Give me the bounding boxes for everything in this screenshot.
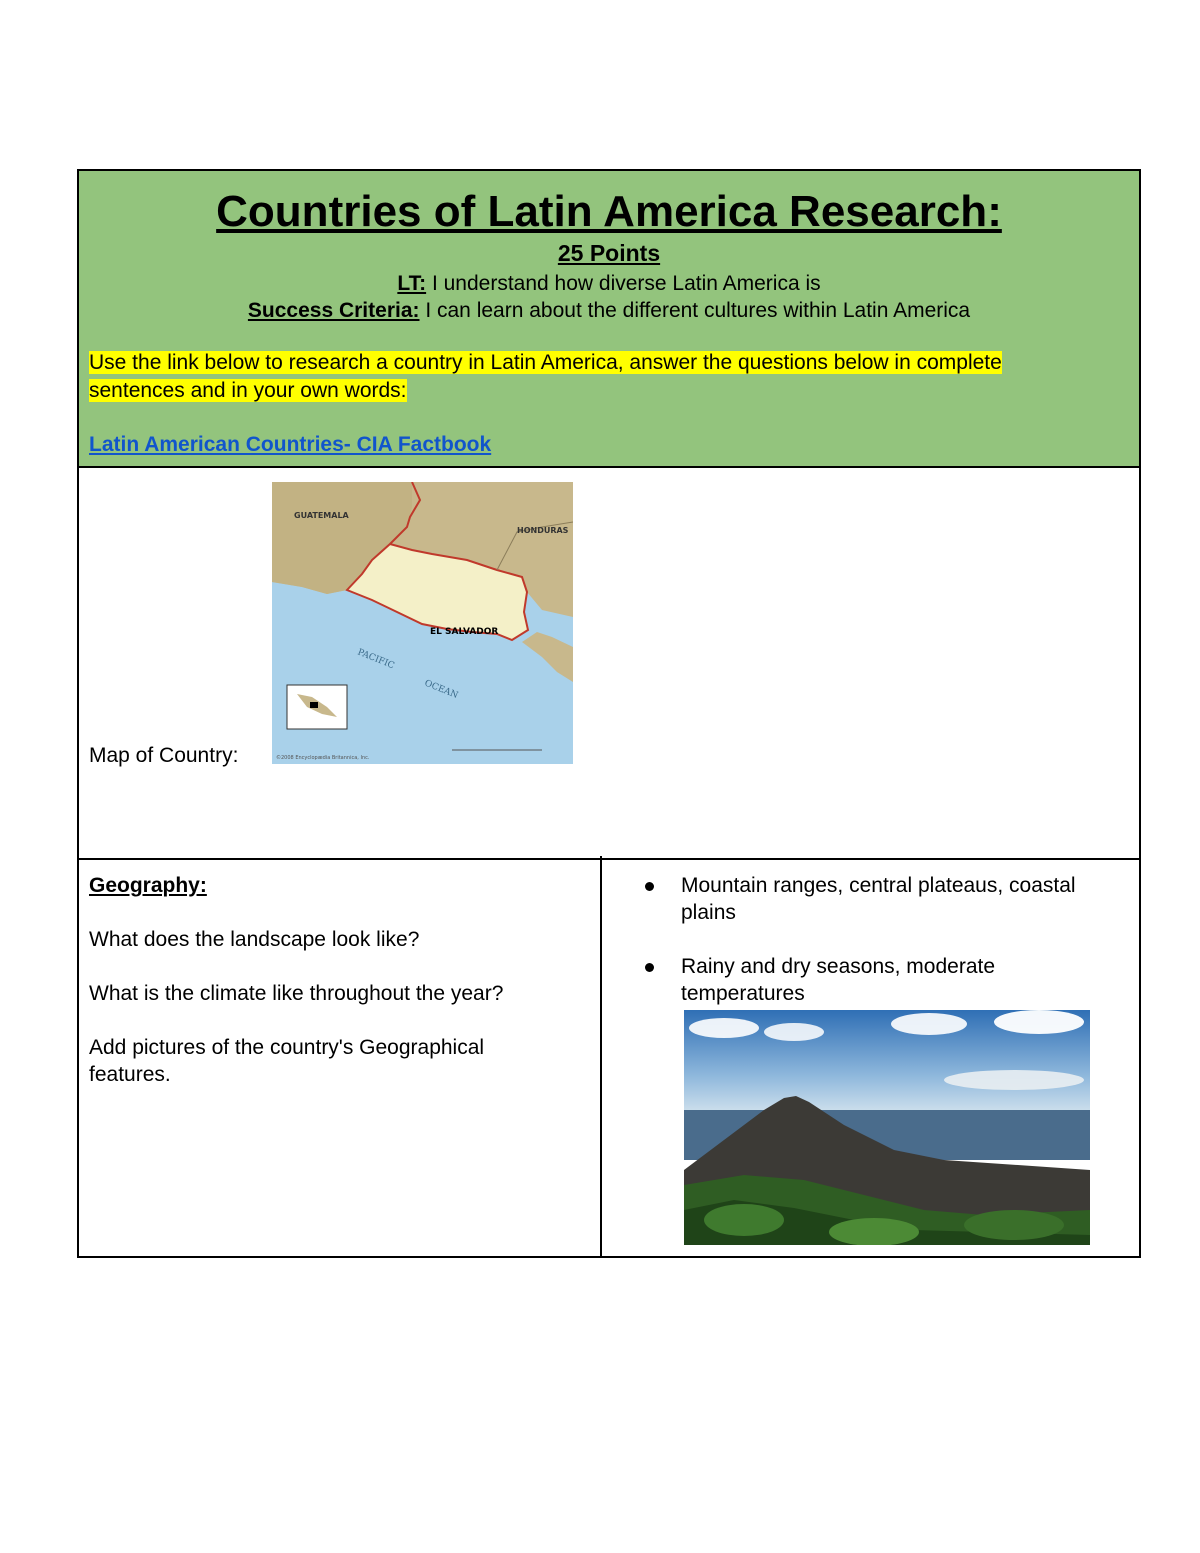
answer-climate (645, 953, 1129, 1007)
map-label-guatemala: GUATEMALA (294, 511, 349, 520)
el-salvador-map-image (272, 482, 573, 764)
sc-text: I can learn about the different cultures within Latin America (419, 299, 971, 322)
cia-factbook-link[interactable]: Latin American Countries- CIA Factbook (89, 433, 492, 456)
lt-label: LT: (397, 272, 427, 295)
question-climate: What is the climate like throughout the year? (89, 982, 504, 1005)
geography-heading: Geography: (89, 874, 207, 897)
answer-landscape-line-2: plains (681, 901, 736, 924)
page-title: Countries of Latin America Research: (216, 187, 1002, 236)
header-cell (79, 171, 1139, 468)
bullet-icon (645, 963, 654, 972)
question-pictures (89, 1034, 579, 1088)
learning-target (79, 271, 1139, 297)
lt-text: I understand how diverse Latin America is (426, 272, 821, 295)
column-divider (600, 856, 602, 1256)
success-criteria (79, 298, 1139, 324)
map-copyright: ©2008 Encyclopædia Britannica, Inc. (276, 755, 370, 761)
answer-landscape-line-1: Mountain ranges, central plateaus, coastal (681, 874, 1076, 897)
geography-row (79, 860, 1139, 1256)
sc-label: Success Criteria: (247, 299, 420, 322)
bullet-icon (645, 882, 654, 891)
geography-questions (89, 872, 579, 1115)
map-label-el-salvador: EL SALVADOR (430, 627, 499, 637)
volcano-landscape-image (684, 1010, 1090, 1245)
map-label-ocean: OCEAN (422, 678, 460, 701)
instructions-line-1: Use the link below to research a country in Latin America, answer the questions below in complete (89, 351, 1002, 374)
answer-climate-line-1: Rainy and dry seasons, moderate (681, 955, 996, 978)
question-pictures-line-1: Add pictures of the country's Geographical (89, 1036, 485, 1059)
worksheet-table (77, 169, 1141, 1258)
answer-climate-line-2: temperatures (681, 982, 805, 1005)
instructions (89, 349, 1129, 405)
answer-landscape (645, 872, 1129, 926)
points-label: 25 Points (557, 240, 661, 266)
question-landscape: What does the landscape look like? (89, 928, 420, 951)
question-pictures-line-2: features. (89, 1063, 171, 1086)
instructions-line-2: sentences and in your own words: (89, 379, 407, 402)
map-label: Map of Country: (89, 744, 239, 767)
map-cell (79, 468, 1139, 860)
map-label-honduras: HONDURAS (517, 526, 569, 535)
map-label-pacific: PACIFIC (355, 647, 396, 672)
